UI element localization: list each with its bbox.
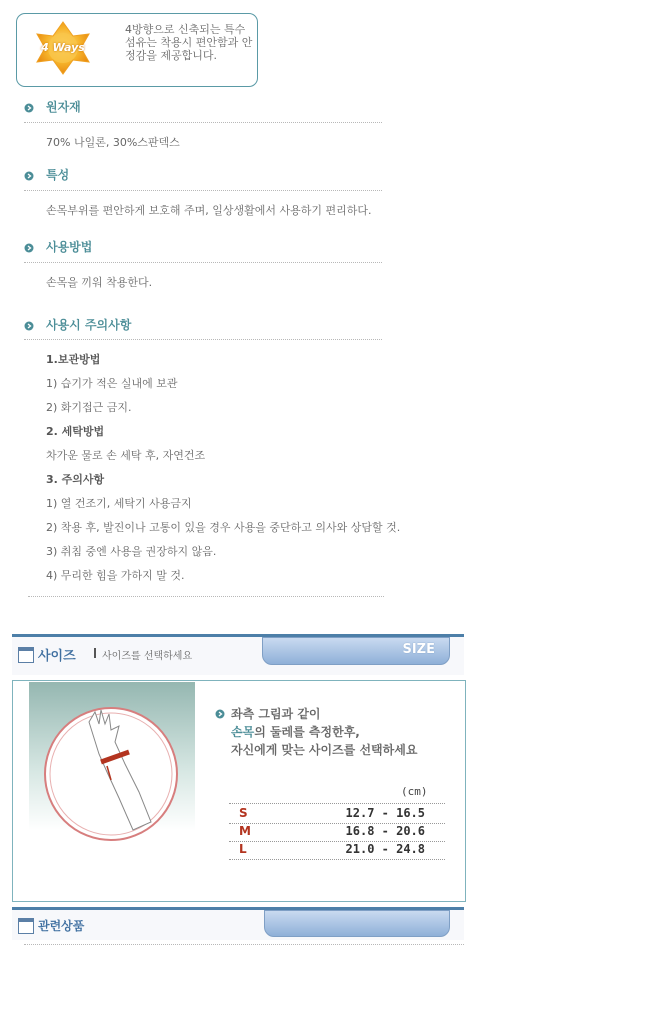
size-row-m [229, 823, 445, 842]
caution-line: 1) 습기가 적은 실내에 보관 [46, 377, 178, 390]
instruction-line-2 [231, 723, 360, 741]
size-panel-header [12, 637, 464, 675]
bullet-icon [24, 103, 34, 113]
section-title: 특성 [46, 168, 70, 182]
divider [28, 596, 384, 597]
divider [24, 122, 382, 123]
four-ways-label: 4 Ways [41, 41, 85, 54]
caution-line: 1) 열 건조기, 세탁기 사용금지 [46, 497, 192, 510]
instruction-line-2-text: 의 둘레를 측정한후, [254, 725, 360, 739]
size-label: S [239, 806, 248, 820]
caution-heading-storage: 1.보관방법 [46, 353, 101, 366]
section-usage-heading [24, 239, 384, 259]
size-tab [262, 637, 450, 665]
instruction-line-3: 자신에게 맞는 사이즈를 선택하세요 [231, 743, 418, 757]
size-row-s [229, 805, 445, 824]
related-panel-title: 관련상품 [38, 919, 85, 933]
instruction-line-1: 좌측 그림과 같이 [231, 707, 321, 721]
window-icon [18, 647, 34, 663]
size-range: 21.0 - 24.8 [345, 842, 425, 856]
size-chart-box [12, 680, 466, 902]
instruction-highlight: 손목 [231, 725, 255, 739]
size-label: L [239, 842, 247, 856]
section-features-heading [24, 167, 384, 187]
unit-label: (cm) [401, 785, 428, 798]
features-text: 손목부위를 편안하게 보호해 주며, 일상생활에서 사용하기 편리하다. [46, 204, 372, 217]
feature-box [16, 13, 258, 87]
size-range: 12.7 - 16.5 [345, 806, 425, 820]
wrist-measure-illustration [29, 682, 195, 847]
size-logo: SIZE [402, 642, 435, 657]
section-title: 사용시 주의사항 [46, 318, 132, 332]
bullet-icon [24, 321, 34, 331]
window-icon [18, 918, 34, 934]
section-title: 원자재 [46, 100, 81, 114]
divider [24, 190, 382, 191]
divider [24, 262, 382, 263]
bullet-icon [24, 243, 34, 253]
related-tab [264, 910, 450, 937]
caution-line: 2) 화기접근 금지. [46, 401, 132, 414]
bullet-icon [24, 171, 34, 181]
caution-line: 차가운 물로 손 세탁 후, 자연건조 [46, 449, 206, 462]
caution-line: 3) 취침 중엔 사용을 권장하지 않음. [46, 545, 217, 558]
size-panel-subtitle: 사이즈를 선택하세요 [102, 651, 193, 662]
separator [94, 648, 96, 658]
caution-line: 4) 무리한 힘을 가하지 말 것. [46, 569, 185, 582]
caution-heading-warnings: 3. 주의사항 [46, 473, 105, 486]
caution-heading-washing: 2. 세탁방법 [46, 425, 105, 438]
size-label: M [239, 824, 251, 838]
bullet-icon [215, 709, 225, 719]
size-panel-title: 사이즈 [38, 649, 76, 664]
section-caution-heading [24, 317, 384, 337]
divider [24, 944, 464, 945]
feature-description: 4방향으로 신축되는 특수 섬유는 착용시 편안함과 안정감을 제공합니다. [125, 23, 253, 62]
related-panel-header [12, 910, 464, 940]
size-row-l [229, 841, 445, 860]
material-text: 70% 나일론, 30%스판덱스 [46, 136, 180, 149]
four-ways-badge-icon [31, 18, 95, 78]
section-title: 사용방법 [46, 240, 93, 254]
section-material-heading [24, 99, 384, 119]
caution-line: 2) 착용 후, 발진이나 고통이 있을 경우 사용을 중단하고 의사와 상담할 것. [46, 521, 401, 534]
size-range: 16.8 - 20.6 [345, 824, 425, 838]
usage-text: 손목을 끼워 착용한다. [46, 276, 153, 289]
divider [229, 803, 445, 804]
divider [24, 339, 382, 340]
